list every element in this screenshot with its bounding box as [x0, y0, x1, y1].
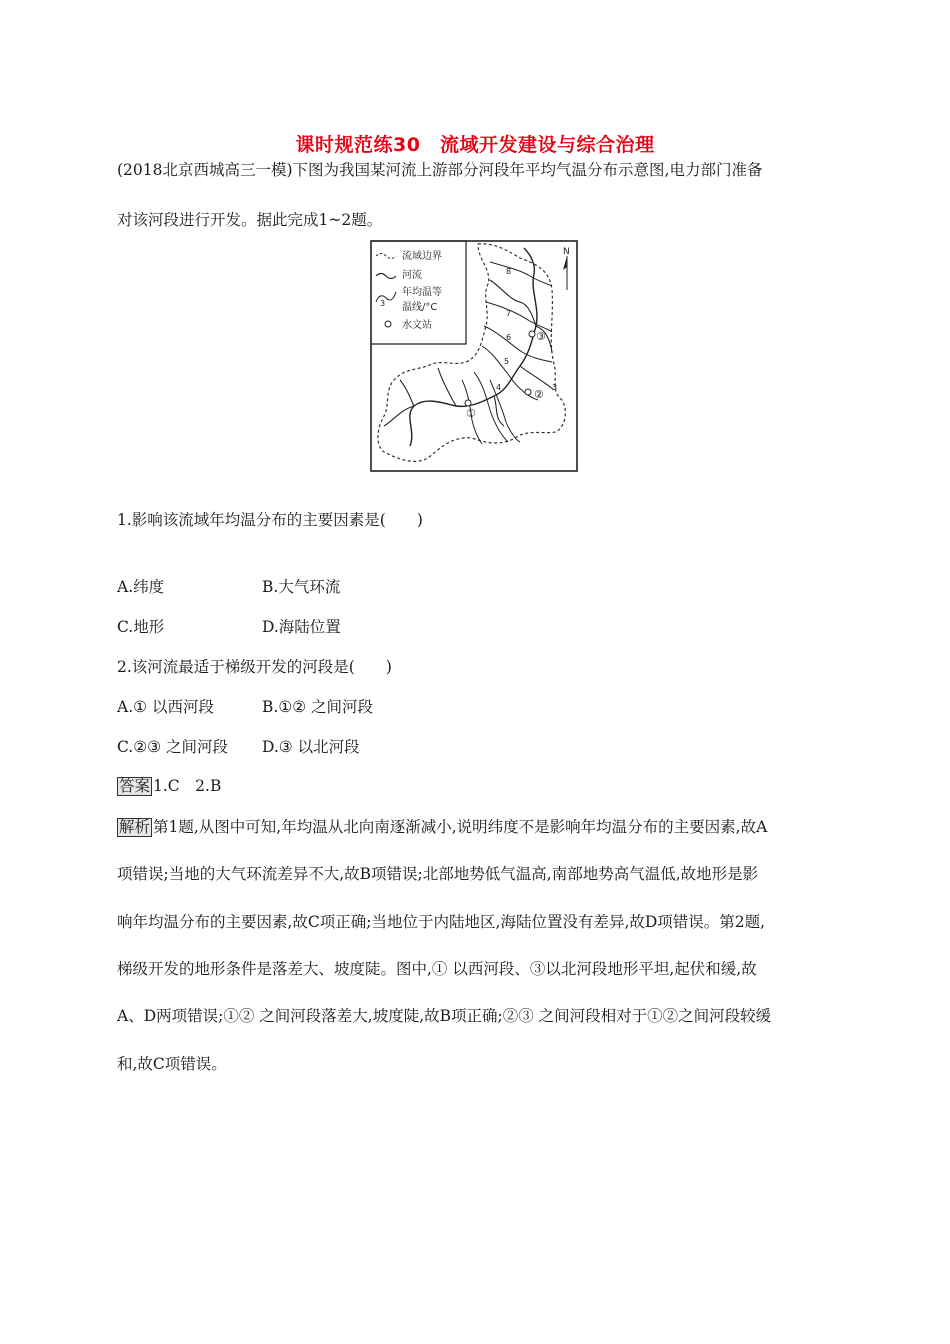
legend-station: 水文站: [402, 320, 432, 331]
isotherm-label-7: 7: [506, 309, 512, 318]
isotherm-symbol: [376, 292, 396, 302]
station-1-icon: [465, 400, 471, 406]
q2-option-a: A.① 以西河段: [117, 698, 214, 716]
q2-option-d: D.③ 以北河段: [262, 738, 360, 756]
legend-river: 河流: [402, 270, 422, 281]
intro-line-2: 对该河段进行开发。据此完成1~2题。: [117, 211, 383, 229]
river-basin-map: [370, 240, 578, 472]
isotherm-label-3: 3: [552, 383, 558, 392]
answer-line: [117, 774, 221, 796]
isotherm-label-6: 6: [506, 333, 512, 342]
answer-tag: 答案: [119, 777, 151, 795]
station-label-1: ①: [466, 407, 476, 420]
analysis-text-1: 第1题,从图中可知,年均温从北向南逐渐减小,说明纬度不是影响年均温分布的主要因素,故A: [153, 818, 768, 836]
question-2-stem: 2.该河流最适于梯级开发的河段是( ): [117, 658, 392, 676]
legend-isotherm-2: 温线/°C: [402, 302, 438, 313]
station-symbol: [385, 321, 391, 327]
boundary-symbol: [376, 254, 396, 259]
q1-option-b: B.大气环流: [262, 578, 341, 596]
intro-line-1: (2018北京西城高三一模)下图为我国某河流上游部分河段年平均气温分布示意图,电力部门准备: [117, 161, 763, 179]
north-arrow-icon: [563, 247, 570, 290]
analysis-tag: 解析: [119, 818, 151, 836]
page-title: 课时规范练30 流域开发建设与综合治理: [295, 134, 655, 156]
question-1-stem: 1.影响该流域年均温分布的主要因素是( ): [117, 511, 423, 529]
station-2-icon: [525, 389, 531, 395]
q2-option-c: C.②③ 之间河段: [117, 738, 228, 756]
station-label-2: ②: [534, 388, 544, 401]
isotherm-label-4: 4: [496, 383, 502, 392]
river-symbol: [376, 274, 396, 279]
legend-isotherm-1: 年均温等: [402, 287, 442, 298]
isotherm-label-5: 5: [504, 357, 510, 366]
legend-isotherm-sample: 3: [380, 299, 386, 308]
analysis-line-6: 和,故C项错误。: [117, 1055, 227, 1073]
analysis-line-4: 梯级开发的地形条件是落差大、坡度陡。图中,① 以西河段、③以北河段地形平坦,起伏和缓,故: [117, 960, 757, 978]
svg-text:N: N: [563, 247, 570, 257]
station-label-3: ③: [536, 330, 546, 343]
analysis-line-5: A、D两项错误;①② 之间河段落差大,坡度陡,故B项正确;②③ 之间河段相对于①②之间河段较缓: [117, 1007, 772, 1025]
analysis-line-2: 项错误;当地的大气环流差异不大,故B项错误;北部地势低气温高,南部地势高气温低,故地形是影: [117, 865, 759, 883]
analysis-line-1: [117, 815, 837, 837]
q1-option-a: A.纬度: [117, 578, 165, 596]
isotherm-label-8: 8: [506, 267, 512, 276]
answer-text: 1.C 2.B: [153, 777, 222, 795]
q1-option-d: D.海陆位置: [262, 618, 341, 636]
legend-boundary: 流域边界: [402, 251, 442, 262]
station-3-icon: [529, 331, 535, 337]
q2-option-b: B.①② 之间河段: [262, 698, 374, 716]
analysis-line-3: 响年均温分布的主要因素,故C项正确;当地位于内陆地区,海陆位置没有差异,故D项错误。第2题,: [117, 913, 766, 931]
q1-option-c: C.地形: [117, 618, 165, 636]
